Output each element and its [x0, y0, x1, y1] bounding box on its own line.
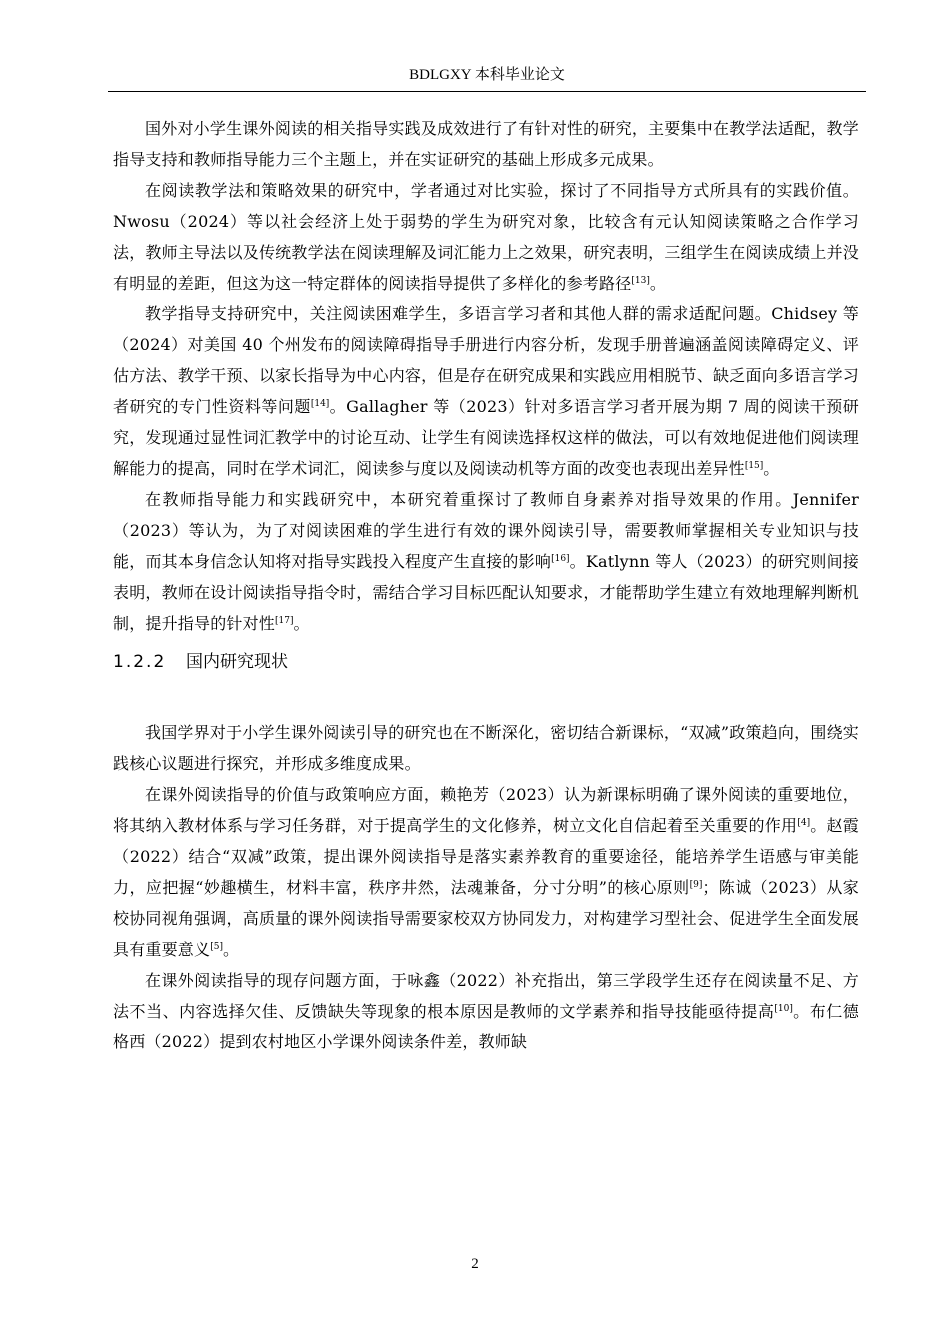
text-run: 。	[293, 613, 310, 633]
text-run: 在阅读教学法和策略效果的研究中，学者通过对比实验，探讨了不同指导方式所具有的实践价值。Nwosu（2024）等以社会经济上处于弱势的学生为研究对象，比较含有元认知阅读策略之合作学习法，教师主导法以及传统教学法在阅读理解及词汇能力上之效果，研究表明，三组学生在阅读成绩上并没有明显的差距，但这为这一特定群体的阅读指导提供了多样化的参考路径	[113, 180, 859, 293]
text-run: 。Katlynn 等人（2023）的研究则间接表明，教师在设计阅读指导指令时，需结合学习目标匹配认知要求，才能帮助学生建立有效地理解判断机制，提升指导的针对性	[113, 551, 860, 633]
citation-ref: [10]	[774, 1003, 793, 1014]
page-number: 2	[471, 1256, 479, 1272]
body-paragraph	[113, 299, 859, 484]
section-number: 1.2.2	[113, 652, 167, 673]
body-paragraph	[113, 780, 859, 965]
body-paragraph	[113, 176, 859, 300]
text-run: ；陈诚（2023）从家校协同视角强调，高质量的课外阅读指导需要家校双方协同发力，对构建学习型社会、促进学生全面发展具有重要意义	[113, 877, 860, 959]
domestic-research-section	[113, 718, 859, 1058]
foreign-research-section	[113, 114, 859, 639]
citation-ref: [17]	[275, 615, 294, 626]
text-run: 在教师指导能力和实践研究中，本研究着重探讨了教师自身素养对指导效果的作用。Jennifer（2023）等认为，为了对阅读困难的学生进行有效的课外阅读引导，需要教师掌握相关专业知识与技能，而其本身信念认知将对指导实践投入程度产生直接的影响	[113, 489, 859, 571]
heading-spacer	[113, 697, 859, 718]
text-run: 。Gallagher 等（2023）针对多语言学习者开展为期 7 周的阅读干预研究，发现通过显性词汇教学中的讨论互动、让学生有阅读选择权这样的做法，可以有效地促进他们阅读理解能力的提高，同时在学术词汇，阅读参与度以及阅读动机等方面的改变也表现出差异性	[113, 397, 859, 478]
running-header: BDLGXY 本科毕业论文	[409, 67, 565, 83]
text-run: 。	[649, 273, 667, 293]
header-divider	[108, 91, 866, 92]
citation-ref: [13]	[631, 275, 650, 286]
text-run: 。	[763, 458, 780, 478]
citation-ref: [4]	[797, 818, 811, 829]
text-run: 。布仁德格西（2022）提到农村地区小学课外阅读条件差，教师缺	[113, 1001, 859, 1052]
body-paragraph	[113, 966, 859, 1059]
citation-ref: [14]	[310, 399, 330, 410]
text-run: 国外对小学生课外阅读的相关指导实践及成效进行了有针对性的研究，主要集中在教学法适配，教学指导支持和教师指导能力三个主题上，并在实证研究的基础上形成多元成果。	[113, 119, 859, 169]
citation-ref: [5]	[210, 941, 223, 952]
citation-ref: [15]	[744, 460, 764, 471]
body-paragraph	[113, 485, 859, 640]
body-paragraph	[113, 114, 859, 176]
text-run: 。	[222, 939, 240, 959]
citation-ref: [9]	[689, 879, 703, 890]
body-paragraph	[113, 718, 859, 780]
text-run: 在课外阅读指导的现存问题方面，于咏鑫（2022）补充指出，第三学段学生还存在阅读量不足、方法不当、内容选择欠佳、反馈缺失等现象的根本原因是教师的文学素养和指导技能亟待提高	[113, 970, 859, 1021]
text-run: 我国学界对于小学生课外阅读引导的研究也在不断深化，密切结合新课标，“双减”政策趋向，围绕实践核心议题进行探究，并形成多维度成果。	[113, 723, 859, 774]
citation-ref: [16]	[551, 553, 570, 564]
text-run: 。赵霞（2022）结合“双减”政策，提出课外阅读指导是落实素养教育的重要途径，能培养学生语感与审美能力，应把握“妙趣横生，材料丰富，秩序井然，法魂兼备，分寸分明”的核心原则	[113, 816, 859, 897]
text-run: 教学指导支持研究中，关注阅读困难学生，多语言学习者和其他人群的需求适配问题。Chidsey 等（2024）对美国 40 个州发布的阅读障碍指导手册进行内容分析，发现手册普遍涵盖阅读障碍定义、评估方法、教学干预、以家长指导为中心内容，但是存在研究成果和实践应用相脱节、缺乏面向多语言学习者研究的专门性资料等问题	[113, 304, 859, 417]
section-heading	[113, 649, 859, 697]
page-body	[113, 114, 859, 1058]
text-run: 在课外阅读指导的价值与政策响应方面，赖艳芳（2023）认为新课标明确了课外阅读的重要地位，将其纳入教材体系与学习任务群，对于提高学生的文化修养，树立文化自信起着至关重要的作用	[113, 785, 859, 836]
section-title: 国内研究现状	[186, 652, 288, 673]
